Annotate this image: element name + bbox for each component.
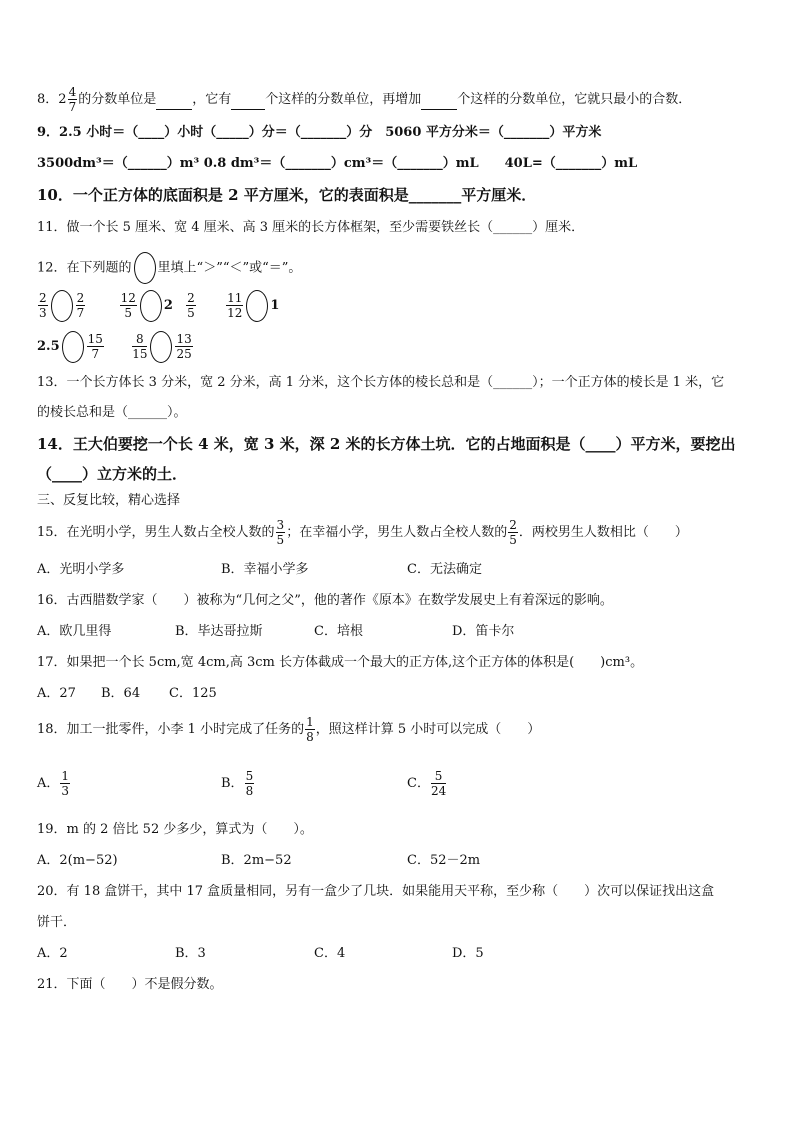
question-12-row-1: $\frac{2}{3}$ $\frac{2}{7}$ $\frac{12}{5}$ 2 $\frac{2}{5}$ $\frac{11}{12}$ 1 xyxy=(39,291,280,320)
fraction: $\frac{1}{3}$ xyxy=(61,769,70,798)
option-d[interactable]: D．笛卡尔 xyxy=(452,624,515,639)
option-c[interactable]: C． $\frac{5}{24}$ xyxy=(407,769,447,798)
fraction: $\frac{2}{5}$ xyxy=(187,291,195,320)
option-a[interactable]: A．2(m−52) xyxy=(37,853,118,868)
question-18-options xyxy=(37,765,754,803)
comparison-circle xyxy=(134,252,156,284)
question-19: 19．m 的 2 倍比 52 少多少，算式为（ ）。 xyxy=(37,822,313,837)
option-c[interactable]: C．培根 xyxy=(314,624,363,639)
option-b[interactable]: B．64 xyxy=(101,686,141,701)
answer-blank[interactable] xyxy=(156,91,192,110)
question-10: 10．一个正方体的底面积是 2 平方厘米，它的表面积是_______平方厘米． xyxy=(37,186,537,204)
question-9-line-2: 3500dm³＝（______）m³ 0.8 dm³＝（_______）cm³＝（_______）mL 40L=（_______）mL xyxy=(37,156,638,171)
q8-whole: 2 xyxy=(58,92,67,107)
fraction: $\frac{2}{7}$ xyxy=(76,291,85,320)
fraction: $\frac{1}{8}$ xyxy=(306,715,314,744)
question-12: 12．在下列题的 里填上“＞”“＜”或“＝”。 xyxy=(37,252,754,284)
question-14-line-1: 14．王大伯要挖一个长 4 米，宽 3 米，深 2 米的长方体土坑．它的占地面积是（____）平方米，要挖出 xyxy=(37,435,736,453)
question-20-line-1: 20．有 18 盒饼干，其中 17 盒质量相同，另有一盒少了几块．如果能用天平称，至少称（ ）次可以保证找出这盒 xyxy=(37,884,715,899)
comparison-circle[interactable] xyxy=(62,331,84,363)
option-a[interactable]: A． $\frac{1}{3}$ xyxy=(37,769,70,798)
comparison-circle[interactable] xyxy=(51,290,73,322)
fraction: $\frac{12}{5}$ xyxy=(120,291,136,320)
option-b[interactable]: B．毕达哥拉斯 xyxy=(175,624,263,639)
option-c[interactable]: C．4 xyxy=(314,946,346,961)
fraction: $\frac{11}{12}$ xyxy=(227,291,243,320)
fraction: $\frac{13}{25}$ xyxy=(176,332,192,361)
option-a[interactable]: A．2 xyxy=(37,946,68,961)
question-11: 11．做一个长 5 厘米、宽 4 厘米、高 3 厘米的长方体框架，至少需要铁丝长（______）厘米． xyxy=(37,220,585,235)
question-18: 18．加工一批零件，小李 1 小时完成了任务的 $\frac{1}{8}$ ，照这样计算 5 小时可以完成（ ） xyxy=(37,715,541,744)
q8-fraction: $\frac{4}{7}$ xyxy=(68,85,77,114)
question-13-line-1: 13．一个长方体长 3 分米，宽 2 分米，高 1 分米，这个长方体的棱长总和是（______）；一个正方体的棱长是 1 米，它 xyxy=(37,375,725,390)
fraction: $\frac{5}{24}$ xyxy=(430,769,447,798)
fraction: $\frac{8}{15}$ xyxy=(132,332,148,361)
question-13-line-2: 的棱长总和是（______）。 xyxy=(37,405,187,420)
question-16: 16．古西腊数学家（ ）被称为“几何之父”，他的著作《原本》在数学发展史上有着深远的影响。 xyxy=(37,593,613,608)
comparison-circle[interactable] xyxy=(246,290,268,322)
option-a[interactable]: A．欧几里得 xyxy=(37,624,112,639)
fraction: $\frac{5}{8}$ xyxy=(245,769,254,798)
option-a[interactable]: A．光明小学多 xyxy=(37,562,125,577)
question-20-line-2: 饼干． xyxy=(37,915,77,930)
answer-blank[interactable] xyxy=(421,91,457,110)
question-14-line-2: （____）立方米的土． xyxy=(37,465,188,483)
option-b[interactable]: B．幸福小学多 xyxy=(221,562,309,577)
option-c[interactable]: C．52－2m xyxy=(407,853,481,868)
question-15: 15．在光明小学，男生人数占全校人数的 $\frac{3}{5}$ ；在幸福小学，男生人数占全校人数的 $\frac{2}{5}$ ．两校男生人数相比（ ） xyxy=(37,518,688,547)
option-a[interactable]: A．27 xyxy=(37,686,76,701)
question-8: 8．2 $\frac{4}{7}$ 的分数单位是 ，它有 个这样的分数单位，再增加 个这样的分数单位，它就只最小的合数． xyxy=(37,85,692,114)
fraction: $\frac{2}{5}$ xyxy=(509,518,517,547)
fraction: $\frac{2}{3}$ xyxy=(39,291,47,320)
q8-number: 8． xyxy=(37,92,59,107)
comparison-circle[interactable] xyxy=(150,331,172,363)
comparison-circle[interactable] xyxy=(140,290,162,322)
answer-blank[interactable] xyxy=(231,91,265,110)
option-c[interactable]: C．125 xyxy=(169,686,217,701)
question-21: 21．下面（ ）不是假分数。 xyxy=(37,977,223,992)
fraction: $\frac{3}{5}$ xyxy=(276,518,285,547)
option-c[interactable]: C．无法确定 xyxy=(407,562,482,577)
question-12-row-2: 2.5 $\frac{15}{7}$ $\frac{8}{15}$ $\frac{13}{25}$ xyxy=(37,332,192,361)
option-b[interactable]: B．3 xyxy=(175,946,206,961)
question-9-line-1: 9．2.5 小时＝（____）小时（_____）分＝（_______）分 5060 平方分米＝（_______）平方米 xyxy=(37,125,602,140)
fraction: $\frac{15}{7}$ xyxy=(87,332,103,361)
option-b[interactable]: B． $\frac{5}{8}$ xyxy=(221,769,254,798)
option-d[interactable]: D．5 xyxy=(452,946,484,961)
question-17: 17．如果把一个长 5cm,宽 4cm,高 3cm 长方体截成一个最大的正方体,这个正方体的体积是( )cm³。 xyxy=(37,655,644,670)
section-heading: 三、反复比较，精心选择 xyxy=(37,493,181,508)
option-b[interactable]: B．2m−52 xyxy=(221,853,292,868)
